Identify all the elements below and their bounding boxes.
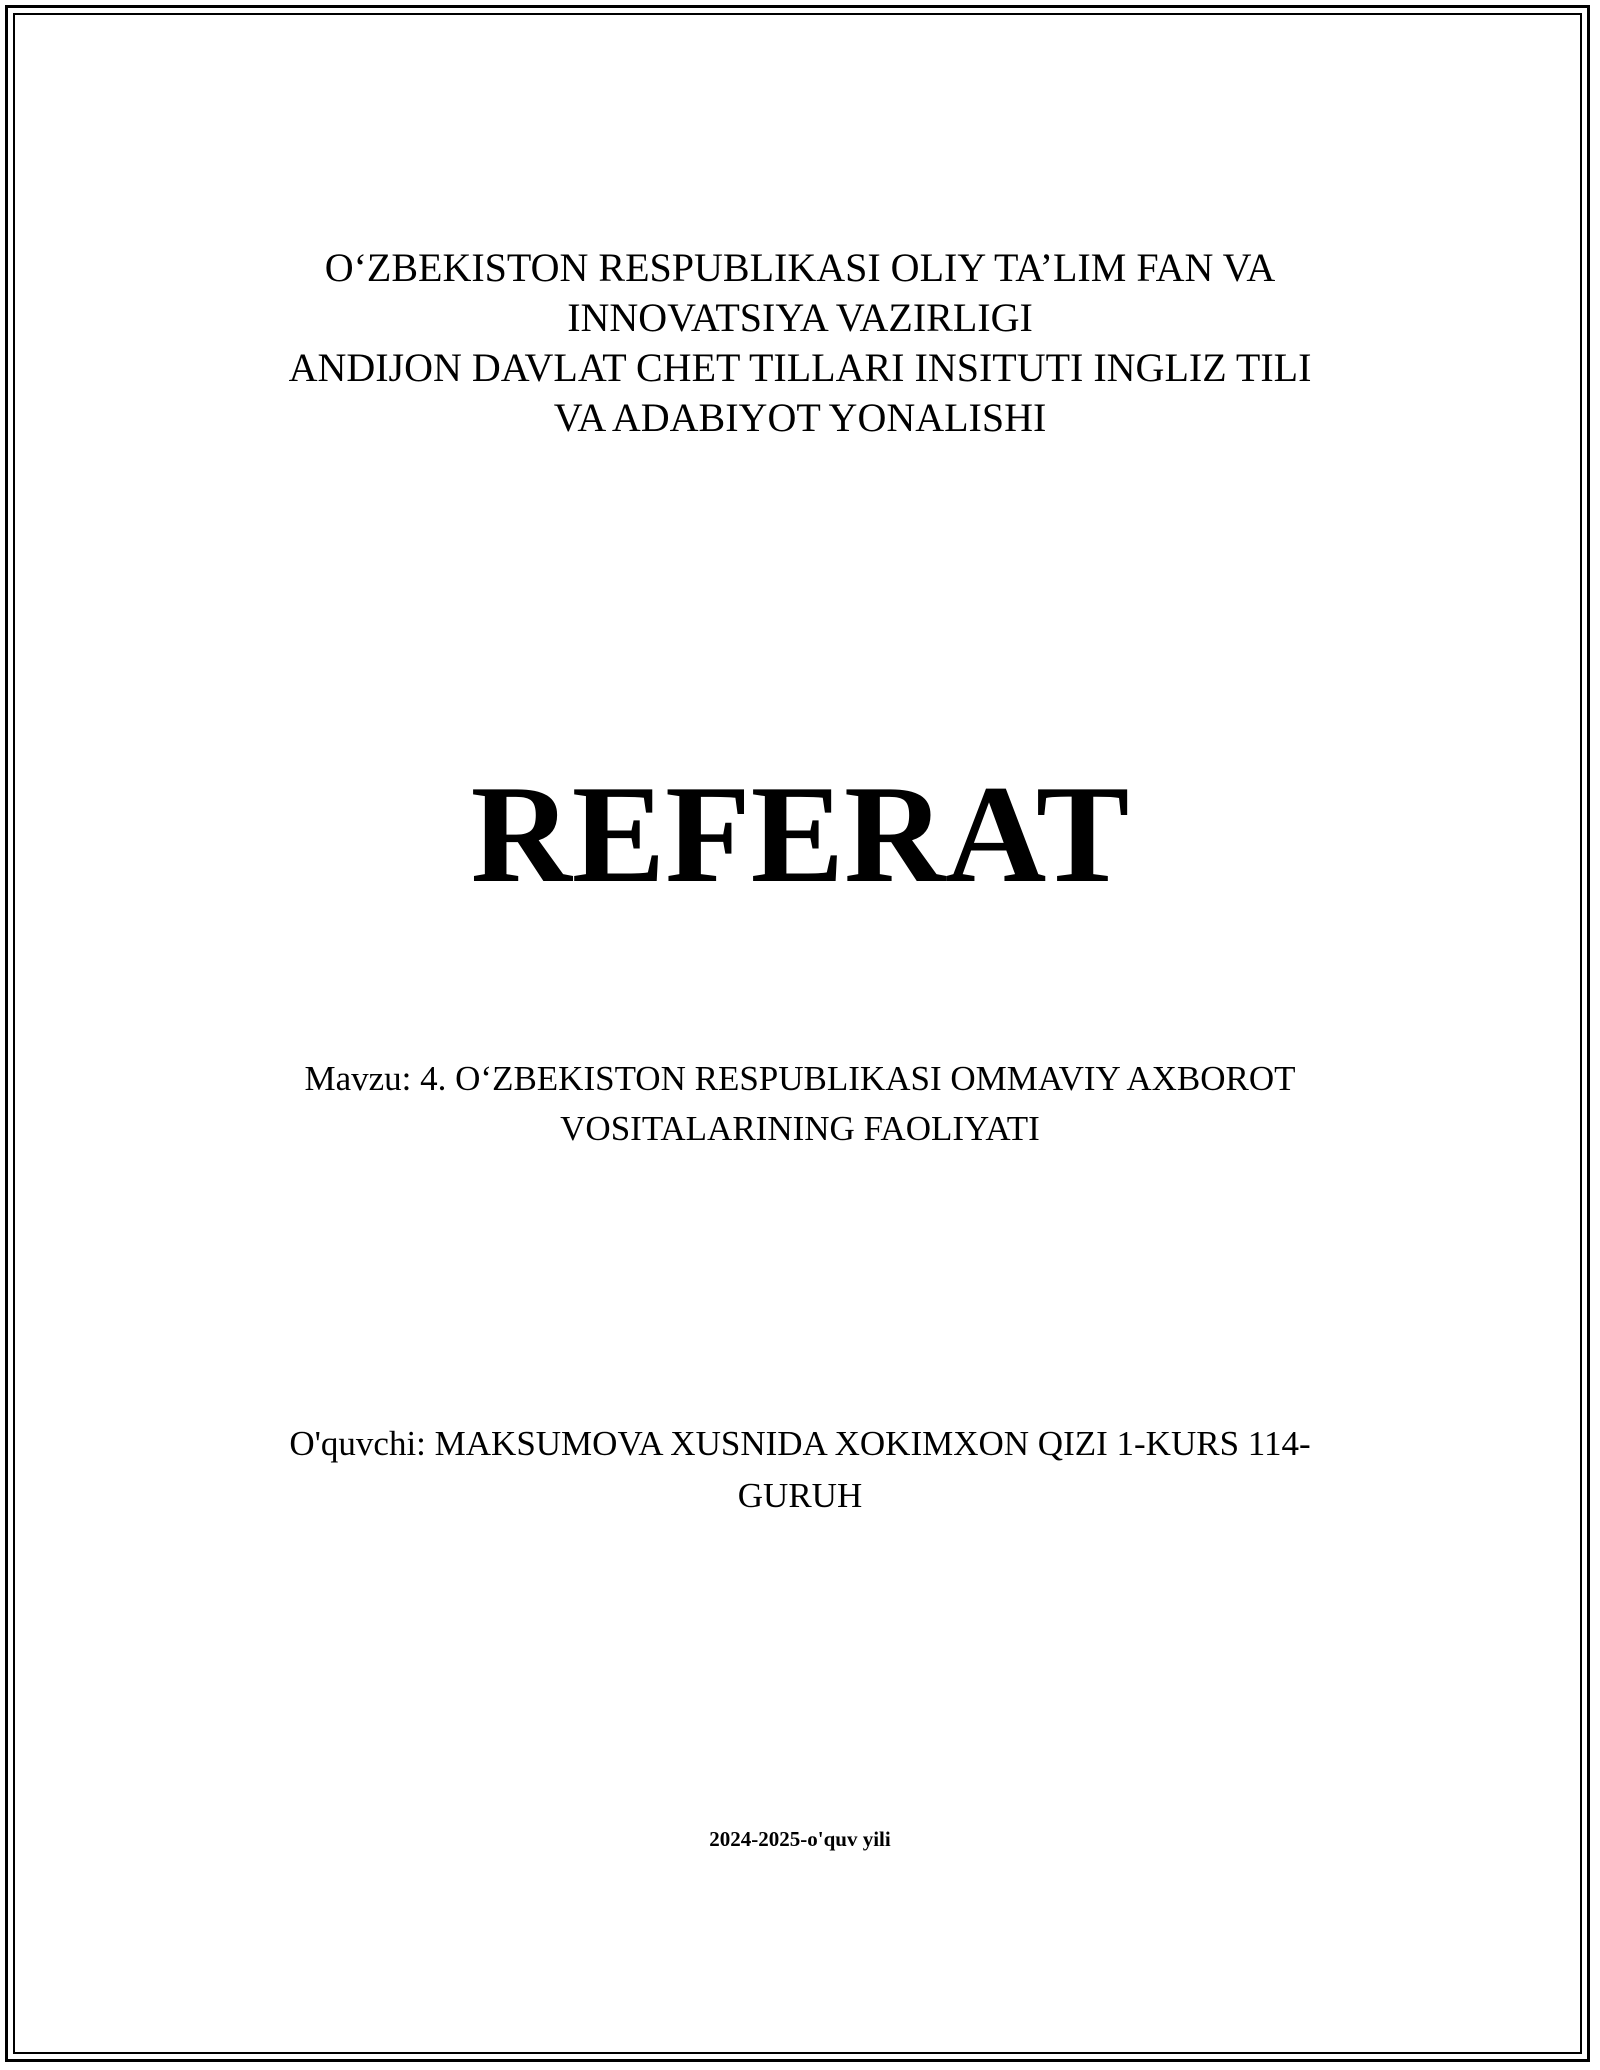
document-title: REFERAT	[470, 757, 1130, 912]
academic-year: 2024-2025-o'quv yili	[709, 1827, 891, 1851]
student-line: GURUH	[737, 1476, 863, 1515]
institution-header	[200, 243, 1400, 443]
header-line: VA ADABIYOT YONALISHI	[553, 395, 1047, 440]
header-line: INNOVATSIYA VAZIRLIGI	[567, 295, 1033, 340]
header-line: O‘ZBEKISTON RESPUBLIKASI OLIY TA’LIM FAN VA	[324, 245, 1276, 290]
topic-line: VOSITALARINING FAOLIYATI	[560, 1109, 1040, 1148]
header-line: ANDIJON DAVLAT CHET TILLARI INSITUTI INGLIZ TILI	[288, 345, 1312, 390]
student-line: O'quvchi: MAKSUMOVA XUSNIDA XOKIMXON QIZI 1-KURS 114-	[289, 1424, 1311, 1463]
topic-line: Mavzu: 4. O‘ZBEKISTON RESPUBLIKASI OMMAVIY AXBOROT	[304, 1059, 1296, 1098]
topic-section	[200, 1054, 1400, 1154]
student-section	[200, 1418, 1400, 1522]
